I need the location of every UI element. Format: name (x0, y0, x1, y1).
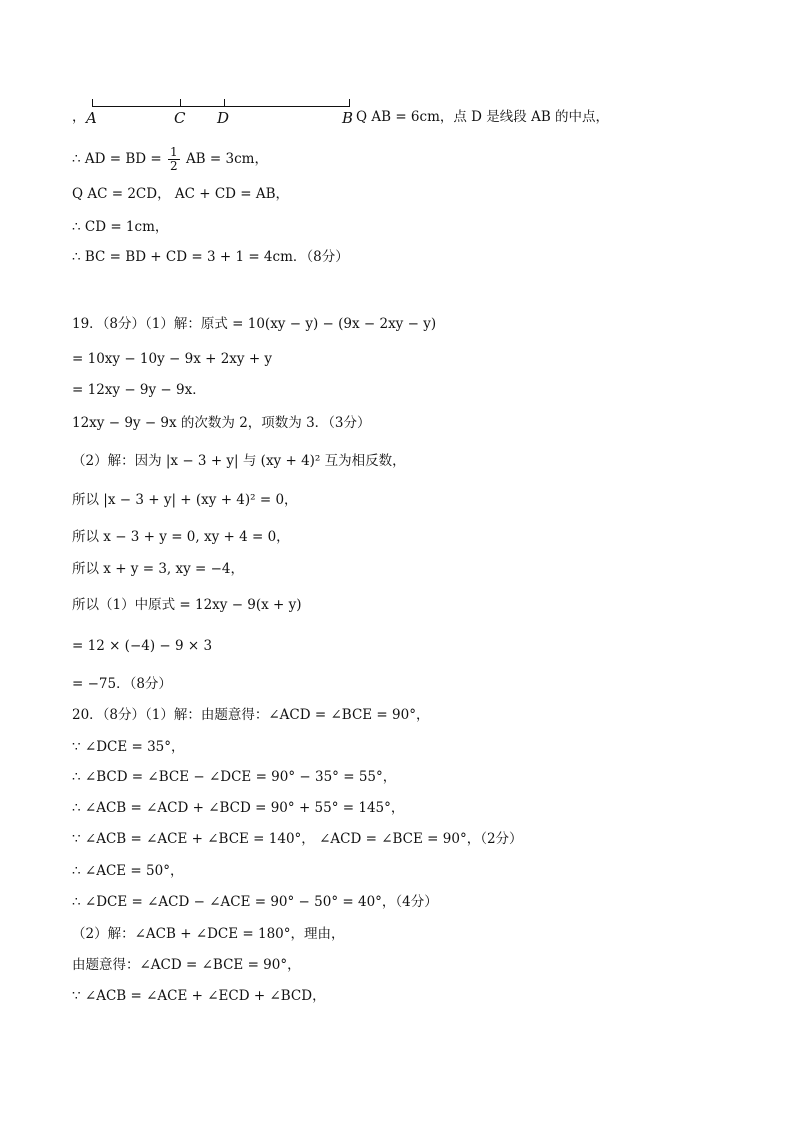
segment-line (92, 106, 350, 107)
solution-line: ∵ ∠DCE = 35°， (72, 739, 185, 755)
solution-line: 所以 x − 3 + y = 0, xy + 4 = 0， (72, 529, 290, 545)
solution-line: 所以 |x − 3 + y| + (xy + 4)² = 0， (72, 492, 298, 508)
solution-line: = 12 × (−4) − 9 × 3 (72, 638, 213, 654)
point-a-label: A (86, 109, 97, 127)
solution-line: = −75．（8分） (72, 676, 172, 692)
solution-line: 所以（1）中原式 = 12xy − 9(x + y) (72, 597, 302, 613)
fraction-half (168, 146, 180, 173)
solution-line: （2）解：∠ACB + ∠DCE = 180°，理由， (72, 926, 345, 942)
line-ad-bd-text: ∴ AD = BD = (72, 151, 162, 167)
point-b-label: B (342, 109, 354, 127)
solution-line: ∴ ∠BCD = ∠BCE − ∠DCE = 90° − 35° = 55°， (72, 769, 397, 785)
tick-c (180, 99, 181, 106)
segment-tail: Q AB = 6cm，点 D 是线段 AB 的中点， (356, 109, 610, 125)
solution-line: （2）解：因为 |x − 3 + y| 与 (xy + 4)² 互为相反数， (72, 453, 406, 469)
solution-line: ∴ CD = 1cm， (72, 219, 169, 235)
line-ad-bd (72, 146, 268, 173)
segment-diagram (72, 96, 372, 126)
solution-line: 12xy − 9y − 9x 的次数为 2，项数为 3．（3分） (72, 415, 371, 431)
segment-lead: ， (72, 109, 86, 125)
solution-line: ∵ ∠ACB = ∠ACE + ∠BCE = 140°， ∠ACD = ∠BCE = 90°，（2分） (72, 831, 523, 847)
tick-a (92, 99, 93, 106)
solution-line: ∴ BC = BD + CD = 3 + 1 = 4cm．（8分） (72, 249, 349, 265)
tick-b (349, 99, 350, 106)
line-ad-bd-tail: AB = 3cm， (185, 151, 268, 167)
solution-line: 由题意得：∠ACD = ∠BCE = 90°， (72, 957, 301, 973)
solution-line: ∴ ∠ACE = 50°， (72, 863, 184, 879)
solution-line: = 10xy − 10y − 9x + 2xy + y (72, 351, 273, 367)
point-c-label: C (174, 109, 186, 127)
tick-d (224, 99, 225, 106)
solution-line: Q AC = 2CD， AC + CD = AB， (72, 186, 290, 202)
solution-line: 所以 x + y = 3, xy = −4， (72, 561, 245, 577)
fraction-numerator: 1 (170, 145, 178, 159)
fraction-denominator: 2 (170, 159, 178, 173)
problem-19-heading: 19．（8分）（1）解：原式 = 10(xy − y) − (9x − 2xy − y) (72, 316, 437, 332)
problem-20-heading: 20．（8分）（1）解：由题意得：∠ACD = ∠BCE = 90°， (72, 707, 430, 723)
solution-line: ∴ ∠DCE = ∠ACD − ∠ACE = 90° − 50° = 40°，（4分） (72, 894, 438, 910)
solution-line: = 12xy − 9y − 9x． (72, 382, 206, 398)
point-d-label: D (217, 109, 230, 127)
solution-line: ∵ ∠ACB = ∠ACE + ∠ECD + ∠BCD， (72, 988, 326, 1004)
solution-line: ∴ ∠ACB = ∠ACD + ∠BCD = 90° + 55° = 145°， (72, 800, 405, 816)
